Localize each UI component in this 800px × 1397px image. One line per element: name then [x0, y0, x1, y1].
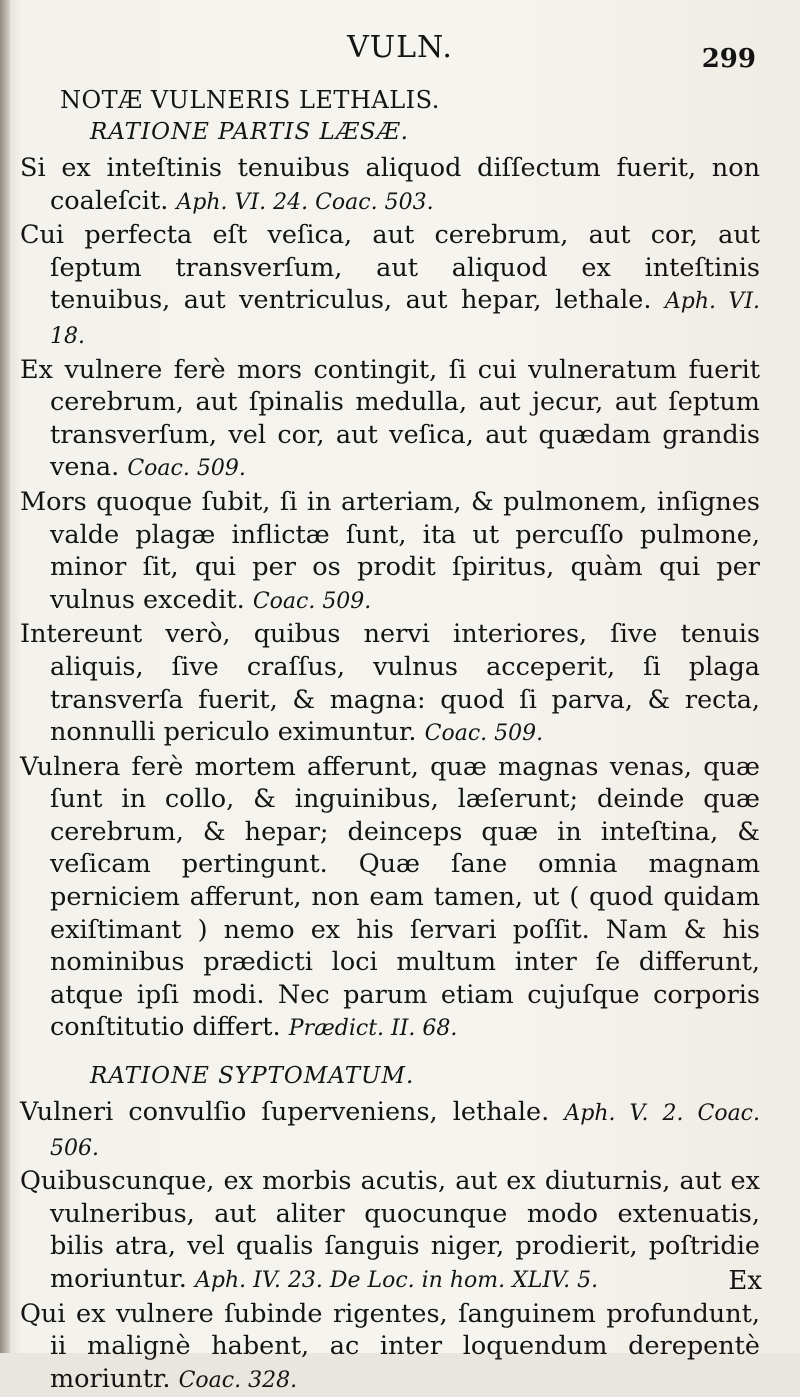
- paragraph-text: Cui perfecta eſt veſica, aut cerebrum, aut cor, aut ſeptum transverſum, aut aliquod ex inteſtinis tenuibus, aut ventriculus, aut hepar, lethale.: [20, 220, 760, 316]
- paragraph: [20, 751, 760, 1046]
- citation: Prædict. II. 68.: [288, 1016, 458, 1042]
- paragraph: [20, 618, 760, 750]
- paragraph-text: Quibuscunque, ex morbis acutis, aut ex diuturnis, aut ex vulneribus, aut aliter quocunque modo extenuatis, bilis atra, vel qualis ſanguis niger, prodierit, poſtridie moriuntur.: [20, 1166, 760, 1294]
- paragraph: [20, 152, 760, 219]
- citation: Coac. 328.: [178, 1367, 298, 1393]
- citation: Coac. 509.: [424, 721, 544, 747]
- paragraph: [20, 1298, 760, 1397]
- page-header: [0, 0, 800, 80]
- paragraph-text: Si ex inteſtinis tenuibus aliquod diſſectum fuerit, non coaleſcit.: [20, 153, 760, 216]
- paragraph: [20, 354, 760, 486]
- citation: Coac. 509.: [252, 588, 372, 614]
- citation: Aph. V. 2. Coac. 506.: [50, 1101, 760, 1161]
- paragraph: [20, 1096, 760, 1165]
- citation: Coac. 509.: [127, 456, 246, 482]
- section-title: NOTÆ VULNERIS LETHALIS.: [60, 86, 440, 114]
- citation: Aph. VI. 18.: [50, 289, 760, 349]
- subsection-title-partis: RATIONE PARTIS LÆSÆ.: [90, 119, 409, 145]
- page-number: 299: [701, 44, 756, 74]
- paragraph-text: Intereunt verò, quibus nervi interiores, ſive tenuis aliquis, ſive craſſus, vulnus acceperit, ſi plaga transverſa fuerit, & magna: quod ſi parva, & recta, nonnulli periculo eximuntur.: [20, 619, 760, 748]
- paragraph-text: Qui ex vulnere ſubinde rigentes, ſanguinem profundunt, ii malignè habent, ac inter loquendum derepentè moriuntr.: [20, 1298, 760, 1394]
- paragraph: [20, 486, 760, 618]
- running-head: VULN.: [347, 30, 453, 65]
- paragraph-text: Vulnera ferè mortem afferunt, quæ magnas venas, quæ ſunt in collo, & inguinibus, læſerunt; deinde quæ cerebrum, & hepar; deinceps quæ in inteſtina, & veſicam pertingunt. Quæ ſane omnia magnam perniciem afferunt, non eam tamen, ut ( quod quidam exiſtimant ) nemo ex his ſervari poſſit. Nam & his nominibus prædicti loci multum inter ſe differunt, atque ipſi modi. Nec parum etiam cujuſque corporis conſtitutio differt.: [20, 751, 760, 1043]
- page-gutter-shadow: [0, 0, 10, 1353]
- catchword: Ex: [728, 1266, 762, 1296]
- paragraph-text: Vulneri convulſio ſuperveniens, lethale.: [20, 1097, 550, 1128]
- paragraph-text: Mors quoque ſubit, ſi in arteriam, & pulmonem, inſignes valde plagæ inflictæ ſunt, ita ut percuſſo pulmone, minor ſit, qui per os prodit ſpiritus, quàm qui per vulnus excedit.: [20, 486, 760, 615]
- citation: Aph. VI. 24. Coac. 503.: [176, 189, 434, 215]
- subsection-title-symptomatum: RATIONE SYPTOMATUM.: [90, 1063, 415, 1090]
- paragraph: [20, 219, 760, 353]
- page-body: [20, 84, 760, 1397]
- paragraph-text: Ex vulnere ferè mors contingit, ſi cui vulneratum fuerit cerebrum, aut ſpinalis medulla, aut jecur, aut ſeptum transverſum, vel cor, aut veſica, aut quædam grandis vena.: [20, 354, 760, 483]
- citation: Aph. IV. 23. De Loc. in hom. XLIV. 5.: [195, 1268, 599, 1293]
- paragraph: [20, 1165, 760, 1297]
